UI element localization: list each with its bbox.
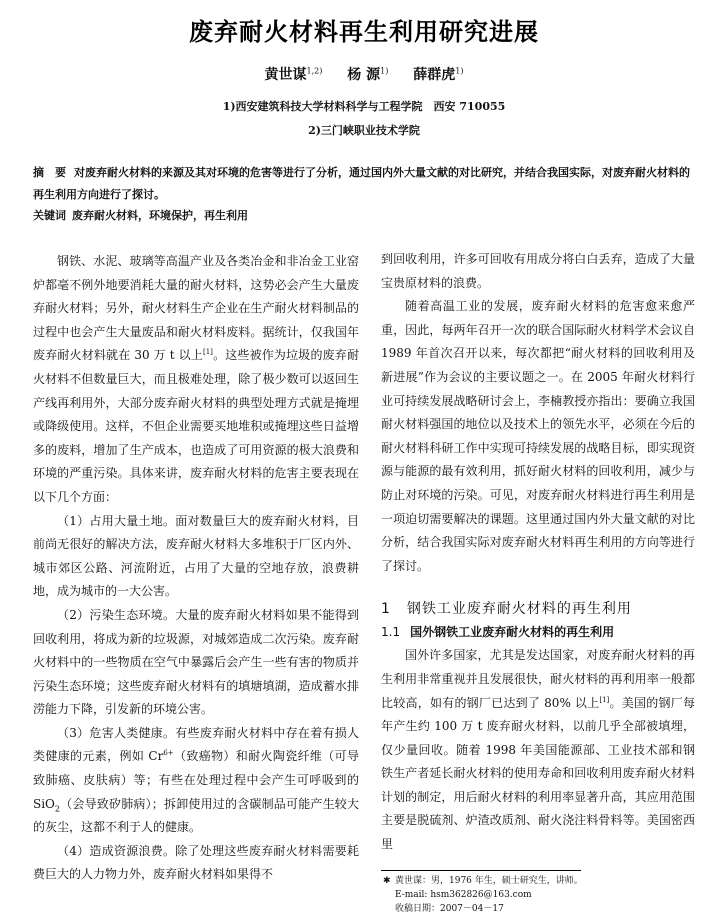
author-3 xyxy=(413,67,463,83)
section-title: 钢铁工业废弃耐火材料的再生利用 xyxy=(406,601,632,618)
affiliation-1: 1)西安建筑科技大学材料科学与工程学院 西安 710055 xyxy=(222,100,506,113)
superscript: 6+ xyxy=(163,749,174,758)
section-heading xyxy=(381,598,695,620)
abstract-label: 摘 要 xyxy=(33,166,66,179)
subsection-heading xyxy=(381,622,695,642)
body-paragraph: （1）占用大量土地。面对数量巨大的废弃耐火材料，目前尚无很好的解决方法，废弃耐火材料大多堆积于厂区内外、城市郊区公路、河流附近，占用了大量的空地存放，浪费耕地，成为城市的一大公害。 xyxy=(33,513,359,599)
footnote-divider xyxy=(381,870,581,871)
abstract-text: 对废弃耐火材料的来源及其对环境的危害等进行了分析，通过国内外大量文献的对比研究，并结合我国实际，对废弃耐火材料的再生利用方向进行了探讨。 xyxy=(33,166,690,201)
body-paragraph: 到回收利用，许多可回收有用成分将白白丢弃，造成了大量宝贵原材料的浪费。 xyxy=(381,252,695,290)
citation-ref[interactable]: [1] xyxy=(599,695,610,704)
body-paragraph: （4）造成资源浪费。除了处理这些废弃耐火材料需要耗费巨大的人力物力外，废弃耐火材料如果得不 xyxy=(33,843,359,882)
body-paragraph: 钢铁、水泥、玻璃等高温产业及各类冶金和非冶金工业窑炉都毫不例外地要消耗大量的耐火材料，这势必会产生大量废弃耐火材料；另外，耐火材料生产企业在生产耐火材料制品的过程中也会产生大量废品和耐火材料废料。据统计，仅我国年废弃耐火材料就在 30 万 t 以上[1]。这些被作为垃圾的废弃耐火材料不但数量巨大，而且极难处理，除了极少数可以返回生产线再利用外，大部分废弃耐火材料的典型处理方式就是掩埋或降级使用。这样，不但企业需要买地堆积或掩埋这些日益增多的废料，增加了生产成本，也造成了可用资源的极大浪费和环境的严重污染。具体来讲，废弃耐火材料的危害主要表现在以下几个方面： xyxy=(33,254,359,504)
author-2 xyxy=(347,67,388,83)
footnote-email[interactable]: E-mail: hsm362826@163.com xyxy=(395,890,532,900)
footnote-star-icon: ✱ xyxy=(383,876,391,886)
keywords-label: 关键词 xyxy=(33,209,66,222)
section-number: 1 xyxy=(381,601,391,618)
citation-ref[interactable]: [1] xyxy=(202,348,213,357)
author-name: 薛群虎 xyxy=(413,67,456,83)
subsection-title: 国外钢铁工业废弃耐火材料的再生利用 xyxy=(410,625,615,640)
keywords-text: 废弃耐火材料，环境保护，再生利用 xyxy=(72,209,248,222)
body-paragraph: 随着高温工业的发展，废弃耐火材料的危害愈来愈严重，因此，每两年召开一次的联合国际耐火材料学术会议自 1989 年首次召开以来，每次都把“耐火材料的回收利用及新进展”作为会议的主要议题之一。在 2005 年耐火材料行业可持续发展战略研讨会上，李楠教授亦指出：要确立我国耐火材料强国的地位以及技术上的领先水平，必须在今后的耐火材料科研工作中实现可持续发展的战略目标，即实现资源与能源的最有效利用，抓好耐火材料的回收利用，减少与防止对环境的污染。可见，对废弃耐火材料进行再生利用是一项迫切需要解决的课题。这里通过国内外大量文献的对比分析，结合我国实际对废弃耐火材料再生利用的方向等进行了探讨。 xyxy=(381,299,695,573)
author-name: 黄世谋 xyxy=(264,67,307,83)
footnote-received-date: 收稿日期：2007－04－17 xyxy=(395,904,504,914)
abstract xyxy=(33,162,695,206)
footnote-author-info: 黄世谋：男，1976 年生，硕士研究生，讲师。 xyxy=(395,876,583,886)
body-paragraph: （3）危害人类健康。有些废弃耐火材料中存在着有损人类健康的元素，例如 $Cr^{6+}$（致癌物）和耐火陶瓷纤维（可导致肺癌、皮肤病）等；有些在处理过程中会产生可呼吸到的 SiO$_2$（会导致矽肺病）；拆卸使用过的含碳制品可能产生较大的灰尘，这都不利于人的健康。 xyxy=(33,725,359,835)
subscript: 2 xyxy=(54,804,60,814)
author-list xyxy=(0,64,728,84)
subsection-number: 1.1 xyxy=(381,625,401,640)
author-1 xyxy=(265,67,323,83)
affiliation-2: 2)三门峡职业技术学院 xyxy=(308,124,420,137)
author-name: 杨 源 xyxy=(347,67,381,83)
keywords xyxy=(33,206,695,226)
footnote xyxy=(383,874,695,916)
author-affil-mark: 1) xyxy=(380,66,389,76)
body-paragraph: （2）污染生态环境。大量的废弃耐火材料如果不能得到回收利用，将成为新的垃圾源，对城郊造成二次污染。废弃耐火材料中的一些物质在空气中暴露后会产生一些有害的物质并污染生态环境；这些废弃耐火材料有的填塘填湖，造成蓄水排涝能力下降，引发新的环境公害。 xyxy=(33,607,359,717)
author-affil-mark: 1,2) xyxy=(306,66,323,76)
author-affil-mark: 1) xyxy=(455,66,464,76)
left-column xyxy=(33,250,359,887)
body-paragraph: 国外许多国家，尤其是发达国家，对废弃耐火材料的再生利用非常重视并且发展很快，耐火材料的再利用率一般都比较高，如有的钢厂已达到了 80% 以上[1]。美国的钢厂每年产生约 100 万 t 废弃耐火材料，以前几乎全部被填埋，仅少量回收。随着 1998 年美国能源部、工业技术部和钢铁生产者延长耐火材料的使用寿命和回收利用废弃耐火材料计划的制定，用后耐火材料的利用率显著升高，其应用范围主要是脱硫剂、炉渣改质剂、耐火浇注料骨料等。美国密西里 xyxy=(381,648,695,852)
right-column xyxy=(381,248,695,857)
paper-title: 废弃耐火材料再生利用研究进展 xyxy=(189,18,539,46)
